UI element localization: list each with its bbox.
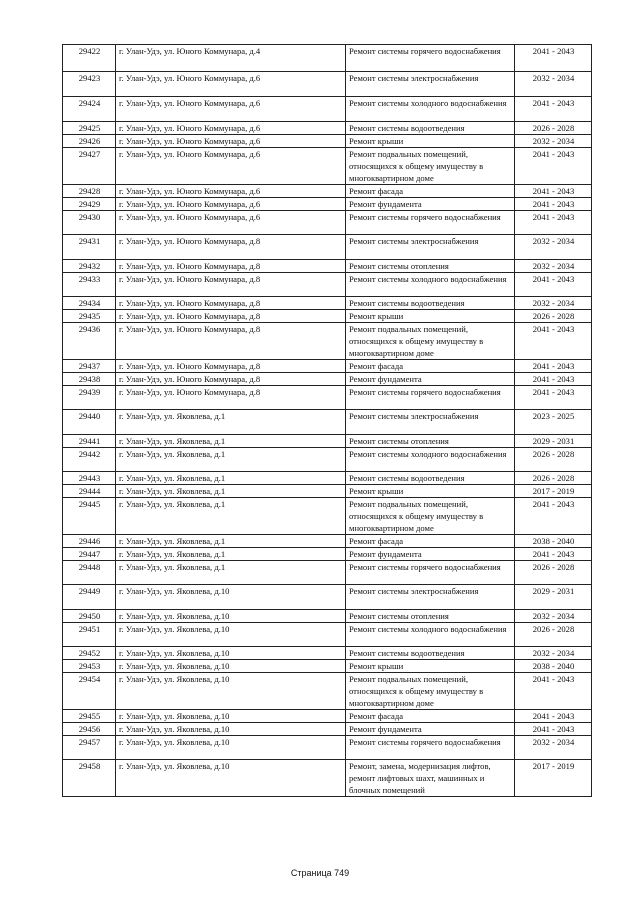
row-number: 29430 [63,211,116,235]
address-cell: г. Улан-Удэ, ул. Яковлева, д.10 [116,760,346,797]
period-cell: 2017 - 2019 [515,760,592,797]
period-cell: 2041 - 2043 [515,198,592,211]
period-cell: 2041 - 2043 [515,498,592,535]
address-cell: г. Улан-Удэ, ул. Яковлева, д.1 [116,561,346,585]
address-cell: г. Улан-Удэ, ул. Юного Коммунара, д.8 [116,386,346,410]
address-cell: г. Улан-Удэ, ул. Юного Коммунара, д.6 [116,148,346,185]
table-row [63,485,592,498]
work-type-cell: Ремонт фасада [346,360,515,373]
period-cell: 2032 - 2034 [515,135,592,148]
work-type-cell: Ремонт крыши [346,310,515,323]
period-cell: 2026 - 2028 [515,623,592,647]
address-cell: г. Улан-Удэ, ул. Юного Коммунара, д.6 [116,185,346,198]
work-type-cell: Ремонт фасада [346,710,515,723]
address-cell: г. Улан-Удэ, ул. Юного Коммунара, д.8 [116,260,346,273]
work-type-cell: Ремонт системы холодного водоснабжения [346,97,515,122]
period-cell: 2032 - 2034 [515,647,592,660]
period-cell: 2026 - 2028 [515,310,592,323]
work-type-cell: Ремонт подвальных помещений, относящихся к общему имуществу в многоквартирном доме [346,148,515,185]
table-row [63,498,592,535]
table-row [63,610,592,623]
work-type-cell: Ремонт системы горячего водоснабжения [346,45,515,72]
period-cell: 2041 - 2043 [515,548,592,561]
table-row [63,448,592,472]
address-cell: г. Улан-Удэ, ул. Юного Коммунара, д.8 [116,373,346,386]
row-number: 29431 [63,235,116,260]
period-cell: 2041 - 2043 [515,211,592,235]
row-number: 29438 [63,373,116,386]
row-number: 29449 [63,585,116,610]
row-number: 29428 [63,185,116,198]
row-number: 29441 [63,435,116,448]
work-type-cell: Ремонт крыши [346,660,515,673]
table-row [63,185,592,198]
row-number: 29447 [63,548,116,561]
row-number: 29458 [63,760,116,797]
work-type-cell: Ремонт системы отопления [346,435,515,448]
work-type-cell: Ремонт подвальных помещений, относящихся к общему имуществу в многоквартирном доме [346,498,515,535]
work-type-cell: Ремонт системы водоотведения [346,472,515,485]
table-row [63,535,592,548]
period-cell: 2032 - 2034 [515,736,592,760]
table-row [63,736,592,760]
table-row [63,97,592,122]
address-cell: г. Улан-Удэ, ул. Юного Коммунара, д.6 [116,122,346,135]
address-cell: г. Улан-Удэ, ул. Юного Коммунара, д.6 [116,72,346,97]
row-number: 29445 [63,498,116,535]
table-row [63,410,592,435]
row-number: 29448 [63,561,116,585]
work-type-cell: Ремонт системы электроснабжения [346,410,515,435]
row-number: 29440 [63,410,116,435]
address-cell: г. Улан-Удэ, ул. Яковлева, д.1 [116,472,346,485]
address-cell: г. Улан-Удэ, ул. Яковлева, д.10 [116,585,346,610]
address-cell: г. Улан-Удэ, ул. Юного Коммунара, д.4 [116,45,346,72]
period-cell: 2029 - 2031 [515,435,592,448]
period-cell: 2017 - 2019 [515,485,592,498]
row-number: 29451 [63,623,116,647]
period-cell: 2041 - 2043 [515,723,592,736]
table-row [63,198,592,211]
address-cell: г. Улан-Удэ, ул. Юного Коммунара, д.6 [116,97,346,122]
row-number: 29422 [63,45,116,72]
address-cell: г. Улан-Удэ, ул. Юного Коммунара, д.6 [116,211,346,235]
table-row [63,386,592,410]
work-type-cell: Ремонт, замена, модернизация лифтов, ремонт лифтовых шахт, машинных и блочных помещений [346,760,515,797]
work-type-cell: Ремонт системы электроснабжения [346,585,515,610]
capital-repair-table [62,44,592,797]
address-cell: г. Улан-Удэ, ул. Яковлева, д.1 [116,410,346,435]
row-number: 29435 [63,310,116,323]
row-number: 29450 [63,610,116,623]
address-cell: г. Улан-Удэ, ул. Юного Коммунара, д.8 [116,235,346,260]
work-type-cell: Ремонт системы холодного водоснабжения [346,273,515,297]
address-cell: г. Улан-Удэ, ул. Яковлева, д.1 [116,535,346,548]
work-type-cell: Ремонт системы горячего водоснабжения [346,386,515,410]
period-cell: 2041 - 2043 [515,373,592,386]
row-number: 29443 [63,472,116,485]
work-type-cell: Ремонт системы горячего водоснабжения [346,211,515,235]
table-body [63,45,592,797]
address-cell: г. Улан-Удэ, ул. Юного Коммунара, д.6 [116,198,346,211]
work-type-cell: Ремонт подвальных помещений, относящихся к общему имуществу в многоквартирном доме [346,323,515,360]
table-row [63,122,592,135]
row-number: 29442 [63,448,116,472]
address-cell: г. Улан-Удэ, ул. Юного Коммунара, д.8 [116,360,346,373]
work-type-cell: Ремонт фасада [346,535,515,548]
row-number: 29423 [63,72,116,97]
table-row [63,673,592,710]
address-cell: г. Улан-Удэ, ул. Яковлева, д.10 [116,673,346,710]
work-type-cell: Ремонт фундамента [346,373,515,386]
work-type-cell: Ремонт крыши [346,135,515,148]
table-row [63,260,592,273]
work-type-cell: Ремонт фасада [346,185,515,198]
period-cell: 2041 - 2043 [515,673,592,710]
work-type-cell: Ремонт системы водоотведения [346,122,515,135]
row-number: 29456 [63,723,116,736]
row-number: 29436 [63,323,116,360]
address-cell: г. Улан-Удэ, ул. Яковлева, д.1 [116,548,346,561]
row-number: 29437 [63,360,116,373]
address-cell: г. Улан-Удэ, ул. Юного Коммунара, д.8 [116,323,346,360]
work-type-cell: Ремонт системы холодного водоснабжения [346,448,515,472]
address-cell: г. Улан-Удэ, ул. Яковлева, д.1 [116,435,346,448]
row-number: 29453 [63,660,116,673]
work-type-cell: Ремонт системы горячего водоснабжения [346,736,515,760]
row-number: 29425 [63,122,116,135]
period-cell: 2032 - 2034 [515,235,592,260]
work-type-cell: Ремонт системы водоотведения [346,647,515,660]
address-cell: г. Улан-Удэ, ул. Юного Коммунара, д.8 [116,273,346,297]
period-cell: 2026 - 2028 [515,448,592,472]
work-type-cell: Ремонт крыши [346,485,515,498]
period-cell: 2041 - 2043 [515,323,592,360]
address-cell: г. Улан-Удэ, ул. Яковлева, д.10 [116,723,346,736]
address-cell: г. Улан-Удэ, ул. Яковлева, д.10 [116,623,346,647]
row-number: 29426 [63,135,116,148]
period-cell: 2041 - 2043 [515,273,592,297]
address-cell: г. Улан-Удэ, ул. Яковлева, д.1 [116,448,346,472]
period-cell: 2023 - 2025 [515,410,592,435]
table-row [63,310,592,323]
period-cell: 2041 - 2043 [515,386,592,410]
row-number: 29452 [63,647,116,660]
work-type-cell: Ремонт фундамента [346,723,515,736]
table-row [63,660,592,673]
address-cell: г. Улан-Удэ, ул. Яковлева, д.1 [116,498,346,535]
row-number: 29439 [63,386,116,410]
period-cell: 2041 - 2043 [515,710,592,723]
table-row [63,273,592,297]
table-row [63,211,592,235]
work-type-cell: Ремонт системы отопления [346,260,515,273]
period-cell: 2041 - 2043 [515,45,592,72]
work-type-cell: Ремонт фундамента [346,198,515,211]
period-cell: 2032 - 2034 [515,610,592,623]
table-row [63,373,592,386]
period-cell: 2032 - 2034 [515,260,592,273]
address-cell: г. Улан-Удэ, ул. Яковлева, д.10 [116,610,346,623]
table-row [63,360,592,373]
period-cell: 2026 - 2028 [515,472,592,485]
table-row [63,135,592,148]
period-cell: 2041 - 2043 [515,97,592,122]
table-row [63,760,592,797]
table-row [63,723,592,736]
table-row [63,647,592,660]
period-cell: 2032 - 2034 [515,72,592,97]
period-cell: 2026 - 2028 [515,561,592,585]
row-number: 29454 [63,673,116,710]
work-type-cell: Ремонт фундамента [346,548,515,561]
work-type-cell: Ремонт системы электроснабжения [346,72,515,97]
period-cell: 2038 - 2040 [515,660,592,673]
table-row [63,45,592,72]
work-type-cell: Ремонт системы отопления [346,610,515,623]
table-row [63,323,592,360]
period-cell: 2041 - 2043 [515,148,592,185]
work-type-cell: Ремонт системы горячего водоснабжения [346,561,515,585]
work-type-cell: Ремонт подвальных помещений, относящихся к общему имуществу в многоквартирном доме [346,673,515,710]
row-number: 29433 [63,273,116,297]
address-cell: г. Улан-Удэ, ул. Юного Коммунара, д.6 [116,135,346,148]
row-number: 29424 [63,97,116,122]
table-row [63,585,592,610]
period-cell: 2032 - 2034 [515,297,592,310]
row-number: 29446 [63,535,116,548]
table-row [63,235,592,260]
period-cell: 2026 - 2028 [515,122,592,135]
address-cell: г. Улан-Удэ, ул. Яковлева, д.10 [116,736,346,760]
period-cell: 2038 - 2040 [515,535,592,548]
work-type-cell: Ремонт системы холодного водоснабжения [346,623,515,647]
table-row [63,472,592,485]
work-type-cell: Ремонт системы электроснабжения [346,235,515,260]
row-number: 29444 [63,485,116,498]
row-number: 29457 [63,736,116,760]
table-row [63,623,592,647]
table-row [63,561,592,585]
address-cell: г. Улан-Удэ, ул. Яковлева, д.10 [116,660,346,673]
address-cell: г. Улан-Удэ, ул. Яковлева, д.1 [116,485,346,498]
row-number: 29427 [63,148,116,185]
page-number-label: Страница 749 [290,868,350,878]
row-number: 29429 [63,198,116,211]
table-row [63,148,592,185]
row-number: 29432 [63,260,116,273]
page-footer [0,868,640,878]
table-row [63,297,592,310]
table-row [63,435,592,448]
work-type-cell: Ремонт системы водоотведения [346,297,515,310]
period-cell: 2029 - 2031 [515,585,592,610]
table-row [63,548,592,561]
address-cell: г. Улан-Удэ, ул. Яковлева, д.10 [116,647,346,660]
address-cell: г. Улан-Удэ, ул. Юного Коммунара, д.8 [116,310,346,323]
row-number: 29434 [63,297,116,310]
row-number: 29455 [63,710,116,723]
address-cell: г. Улан-Удэ, ул. Юного Коммунара, д.8 [116,297,346,310]
table-row [63,710,592,723]
period-cell: 2041 - 2043 [515,185,592,198]
address-cell: г. Улан-Удэ, ул. Яковлева, д.10 [116,710,346,723]
table-row [63,72,592,97]
period-cell: 2041 - 2043 [515,360,592,373]
